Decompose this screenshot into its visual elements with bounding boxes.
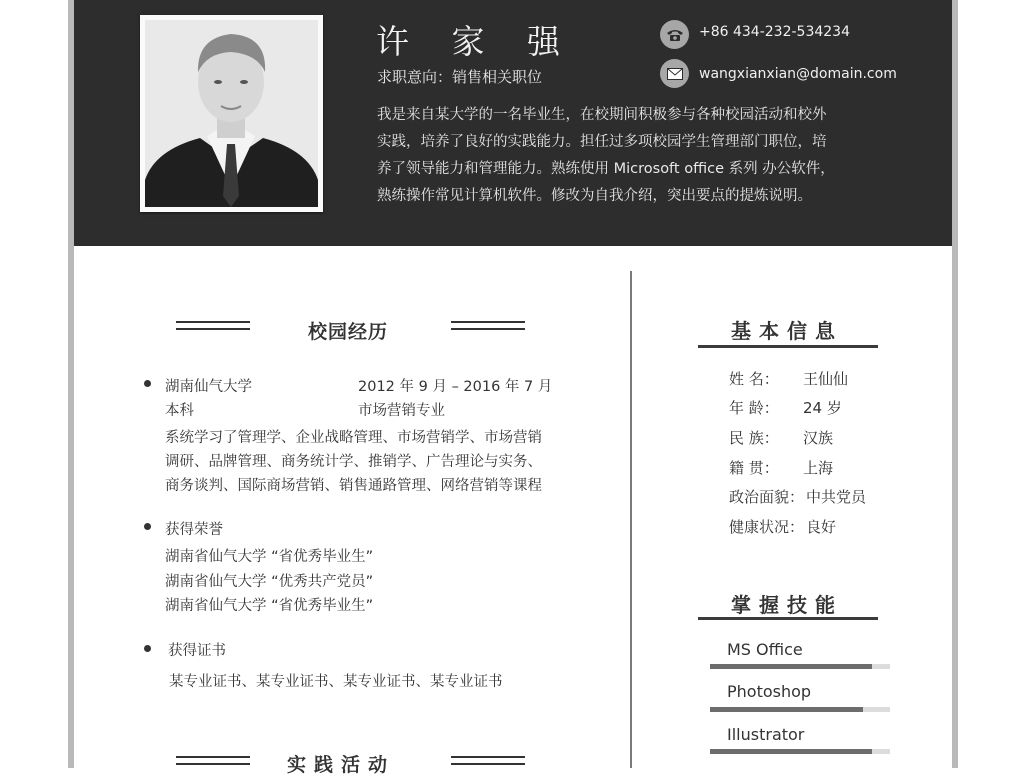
column-divider [630,271,632,768]
skill-bar-fill [710,707,863,712]
honor-item: 湖南省仙气大学 “优秀共产党员” [165,574,374,590]
bullet-dot [144,645,151,652]
info-label: 健康状况： [729,518,805,536]
info-label: 姓 名： [729,370,779,388]
job-intention: 求职意向：销售相关职位 [377,68,543,86]
school-name: 湖南仙气大学 [165,379,252,395]
course-line: 商务谈判、国际商场营销、销售通路管理、网络营销等课程 [165,478,542,494]
honor-item: 湖南省仙气大学 “省优秀毕业生” [165,598,374,614]
basic-info-title: 基本信息 [731,319,843,343]
info-label: 政治面貌： [729,488,805,506]
skill-bar [710,749,890,754]
course-line: 调研、品牌管理、商务统计学、推销学、广告理论与实务、 [165,454,542,470]
section-title-decor-left [176,756,250,765]
bullet-dot [144,380,151,387]
email-address: wangxianxian@domain.com [699,66,897,82]
basic-info-underline [698,345,878,348]
phone-number: +86 434-232-534234 [699,24,850,40]
skill-bar [710,664,890,669]
candidate-name: 许 家 强 [376,22,576,61]
skill-bar-fill [710,749,872,754]
info-value: 24 岁 [803,399,842,417]
info-label: 年 龄： [729,399,779,417]
info-value: 中共党员 [806,488,867,506]
skills-title: 掌握技能 [731,593,843,617]
bullet-dot [144,523,151,530]
intro-line: 实践，培养了良好的实践能力。担任过多项校园学生管理部门职位，培 [377,134,827,150]
degree: 本科 [165,403,194,419]
self-introduction [377,102,877,210]
right-page-border [952,0,958,768]
info-label: 民 族： [729,429,779,447]
section-title-decor-left [176,321,250,330]
mail-icon [660,59,689,88]
info-value: 汉族 [803,429,834,447]
intro-line: 养了领导能力和管理能力。熟练使用 Microsoft office 系列 办公软件， [377,161,835,177]
major: 市场营销专业 [358,403,445,419]
skill-name: Illustrator [727,725,805,744]
skill-name: MS Office [727,640,803,659]
info-value: 上海 [803,459,834,477]
phone-icon [660,20,689,49]
honors-heading: 获得荣誉 [165,522,223,538]
info-value: 良好 [806,518,837,536]
honor-item: 湖南省仙气大学 “省优秀毕业生” [165,549,374,565]
info-value: 王仙仙 [803,370,849,388]
practice-section-title: 实践活动 [287,754,396,776]
profile-photo [145,20,318,207]
skills-underline [698,617,878,620]
study-period: 2012 年 9 月 – 2016 年 7 月 [358,379,553,395]
skill-name: Photoshop [727,682,812,701]
profile-photo-frame [140,15,323,212]
skill-bar [710,707,890,712]
intro-line: 我是来自某大学的一名毕业生，在校期间积极参与各种校园活动和校外 [377,107,827,123]
campus-section-title: 校园经历 [308,321,389,343]
course-line: 系统学习了管理学、企业战略管理、市场营销学、市场营销 [165,430,542,446]
certs-list: 某专业证书、某专业证书、某专业证书、某专业证书 [169,674,503,690]
info-label: 籍 贯： [729,459,779,477]
certs-heading: 获得证书 [168,643,226,659]
section-title-decor-right [451,321,525,330]
portrait-illustration [145,20,318,207]
skill-bar-fill [710,664,872,669]
intro-line: 熟练操作常见计算机软件。修改为自我介绍，突出要点的提炼说明。 [377,188,812,204]
section-title-decor-right [451,756,525,765]
